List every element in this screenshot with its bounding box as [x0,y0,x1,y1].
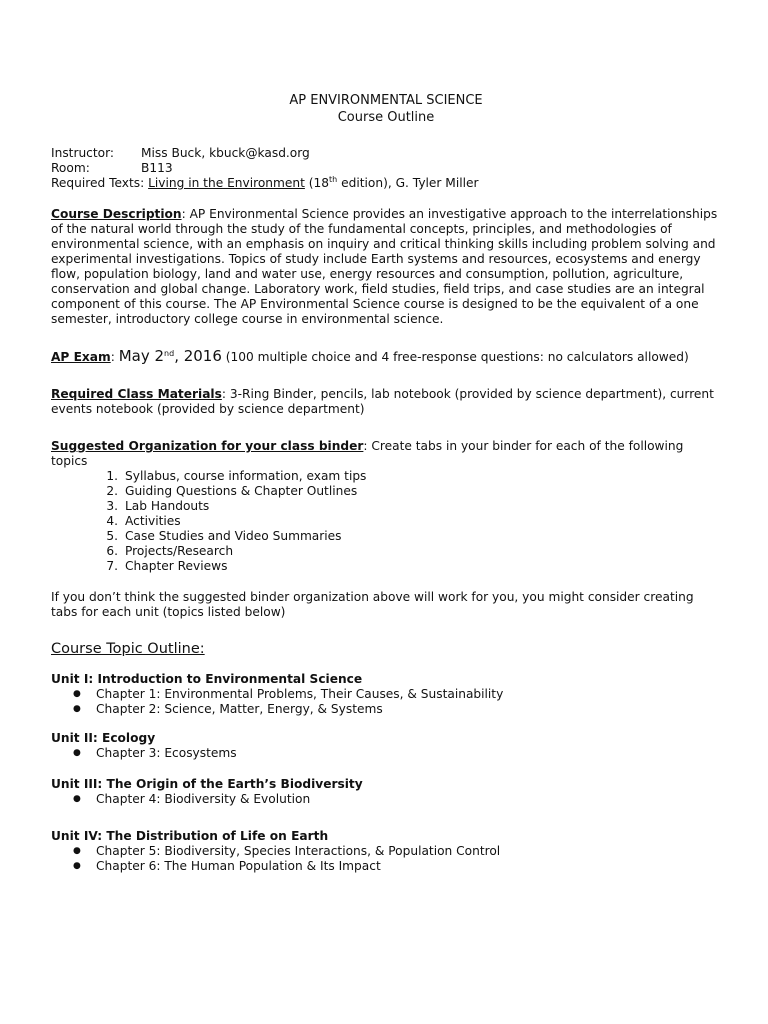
ap-exam-date-post: , 2016 [174,347,222,365]
bullet-icon: ● [73,861,81,871]
required-materials-label: Required Class Materials [51,387,222,401]
ap-exam-date-sup: nd [164,349,175,358]
list-item-text: Chapter Reviews [125,559,228,573]
list-item-text: Activities [125,514,181,528]
bullet-icon: ● [73,748,81,758]
chapter-list [51,792,721,807]
list-item-text: Guiding Questions & Chapter Outlines [125,484,358,498]
binder-organization [51,439,721,469]
chapter-item [51,792,721,807]
ap-exam-colon: : [110,350,115,364]
list-item-text: Lab Handouts [125,499,210,513]
instructor-label: Instructor: [51,146,115,160]
list-item-number: 4. [106,514,118,528]
unit-block [51,777,721,807]
chapter-text: Chapter 2: Science, Matter, Energy, & Systems [96,702,383,716]
list-item-number: 3. [106,499,118,513]
binder-organization-text: : Create tabs in your binder for each of the following topics [51,439,684,468]
required-text-edition-post: edition), G. Tyler Miller [341,176,479,190]
chapter-text: Chapter 5: Biodiversity, Species Interactions, & Population Control [96,844,501,858]
document-subtitle: Course Outline [337,110,435,125]
course-description [51,207,721,327]
course-outline-heading: Course Topic Outline: [51,641,205,657]
required-texts-row [51,176,721,191]
list-item [51,544,721,559]
binder-list [51,469,721,574]
unit-title: Unit IV: The Distribution of Life on Earth [51,829,329,843]
required-materials-text: : 3-Ring Binder, pencils, lab notebook (provided by science department), current events notebook (provided by science department) [51,387,714,416]
chapter-item [51,687,721,702]
course-description-text: : AP Environmental Science provides an investigative approach to the interrelationships of the natural world through the study of the fundamental concepts, principles, and methodologies of environmental science, with an emphasis on inquiry and critical thinking skills including problem solving and experimental investigations. Topics of study include Earth systems and resources, ecosystems and energy flow, population biology, land and water use, energy resources and consumption, pollution, agriculture, conservation and global change. Laboratory work, field studies, field trips, and case studies are an integral component of this course. The AP Environmental Science course is designed to be the equivalent of a one semester, introductory college course in environmental science. [51,207,718,326]
room-row [51,161,721,176]
list-item-number: 5. [106,529,118,543]
ap-exam-label: AP Exam [51,350,111,364]
list-item [51,499,721,514]
document-page [51,92,721,874]
chapter-item [51,844,721,859]
room-value: B113 [141,161,173,175]
required-text-edition-pre: (18 [308,176,330,190]
list-item-text: Projects/Research [125,544,234,558]
required-materials [51,387,721,417]
list-item-number: 2. [106,484,118,498]
list-item-text: Case Studies and Video Summaries [125,529,342,543]
unit-title: Unit I: Introduction to Environmental Science [51,672,363,686]
bullet-icon: ● [73,794,81,804]
document-title: AP ENVIRONMENTAL SCIENCE [289,93,483,108]
binder-organization-label: Suggested Organization for your class binder [51,439,364,453]
list-item [51,484,721,499]
unit-title: Unit III: The Origin of the Earth’s Biodiversity [51,777,363,791]
required-text-edition-sup: th [329,175,338,184]
chapter-list [51,687,721,717]
unit-block [51,731,721,761]
chapter-list [51,746,721,761]
list-item-number: 7. [106,559,118,573]
chapter-item [51,746,721,761]
list-item-number: 6. [106,544,118,558]
chapter-item [51,859,721,874]
chapter-text: Chapter 3: Ecosystems [96,746,237,760]
ap-exam-date-pre: May 2 [118,347,165,365]
instructor-row [51,146,721,161]
list-item-number: 1. [106,469,118,483]
chapter-text: Chapter 4: Biodiversity & Evolution [96,792,311,806]
list-item [51,514,721,529]
bullet-icon: ● [73,846,81,856]
list-item [51,529,721,544]
bullet-icon: ● [73,689,81,699]
binder-note: If you don’t think the suggested binder organization above will work for you, you might consider creating tabs for each unit (topics listed below) [51,590,694,619]
instructor-value: Miss Buck, kbuck@kasd.org [141,146,310,160]
list-item [51,559,721,574]
required-texts-label: Required Texts: [51,176,145,190]
course-description-label: Course Description [51,207,182,221]
chapter-text: Chapter 1: Environmental Problems, Their Causes, & Sustainability [96,687,504,701]
unit-block [51,672,721,717]
ap-exam-detail: (100 multiple choice and 4 free-response questions: no calculators allowed) [225,350,689,364]
ap-exam-row [51,349,721,365]
unit-block [51,829,721,874]
room-label: Room: [51,161,90,175]
list-item [51,469,721,484]
bullet-icon: ● [73,704,81,714]
chapter-text: Chapter 6: The Human Population & Its Impact [96,859,381,873]
list-item-text: Syllabus, course information, exam tips [125,469,367,483]
chapter-item [51,702,721,717]
unit-title: Unit II: Ecology [51,731,156,745]
required-text-book: Living in the Environment [148,176,305,190]
chapter-list [51,844,721,874]
